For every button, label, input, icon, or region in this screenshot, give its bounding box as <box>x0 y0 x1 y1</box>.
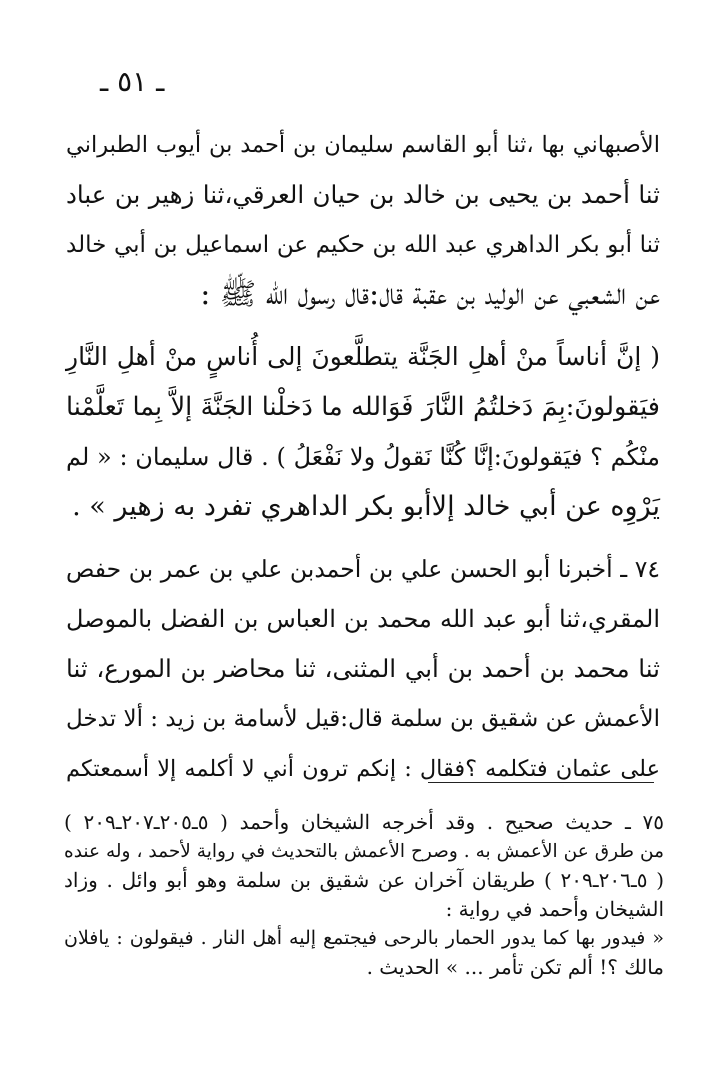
text-line-1: الأصبهاني بها ،ثنا أبو القاسم سليمان بن أحمد بن أيوب الطبراني <box>66 132 660 158</box>
text-line-3: ثنا أبو بكر الداهري عبد الله بن حكيم عن اسماعيل بن أبي خالد <box>66 232 660 258</box>
main-text <box>66 120 660 794</box>
text-line-74-4: الأعمش عن شقيق بن سلمة قال:قيل لأسامة بن زيد : ألا تدخل <box>66 706 660 732</box>
text-line-74-3: ثنا محمد بن أحمد بن أبي المثنى، ثنا محاضر بن المورع، ثنا <box>66 654 660 683</box>
footnote-divider <box>428 782 654 783</box>
text-line-2: ثنا أحمد بن يحيى بن خالد بن حيان العرقي،ثنا زهير بن عباد <box>66 180 660 209</box>
page-number: ـ ٥١ ـ <box>100 65 165 98</box>
text-line-74-2: المقري،ثنا أبو عبد الله محمد بن العباس بن الفضل بالموصل <box>66 605 660 633</box>
paragraph-gap <box>66 320 660 332</box>
text-line-74-5: على عثمان فتكلمه ؟فقال : إنكم ترون أني لا أكلمه إلا أسمعتكم <box>66 756 660 782</box>
footnotes <box>64 808 664 982</box>
paragraph-gap <box>66 532 660 544</box>
footnote-line-1: ٧٥ ـ حديث صحيح . وقد أخرجه الشيخان وأحمد ( ٥ـ٢٠٥ـ٢٠٧ـ٢٠٩ ) <box>64 810 664 834</box>
text-line-74-1: ٧٤ ـ أخبرنا أبو الحسن علي بن أحمدبن علي بن عمر بن حفص <box>66 555 660 583</box>
footnote-line-3: ( ٥ـ٢٠٦ـ٢٠٩ ) طريقان آخران عن شقيق بن سلمة وهو أبو وائل . وزاد <box>64 868 664 892</box>
footnote-line-4: الشيخان وأحمد في رواية : <box>445 897 664 921</box>
hadith-line-4: يَرْوِه عن أبي خالد إلاأبو بكر الداهري تفرد به زهير » . <box>72 491 660 522</box>
footnote-line-6: مالك ؟! ألم تكن تأمر ... » الحديث . <box>366 955 664 979</box>
footnote-line-2: من طرق عن الأعمش به . وصرح الأعمش بالتحديث في رواية لأحمد ، وله عنده <box>64 841 664 862</box>
hadith-line-1: ( إنَّ أناساً منْ أهلِ الجَنَّة يتطلَّعونَ إلى أُناسٍ منْ أهلِ النَّارِ <box>66 342 660 371</box>
footnote-line-5: « فيدور بها كما يدور الحمار بالرحى فيجتمع إليه أهل النار . فيقولون : يافلان <box>64 927 664 949</box>
text-line-4: عن الشعبي عن الوليد بن عقبة قال:قال رسول الله ﷺ : <box>200 277 660 312</box>
hadith-line-2: فيَقولونَ:بِمَ دَخلتُمُ النَّارَ فَوَالله ما دَخلْنا الجَنَّةَ إلاَّ بِما تَعلَّمْنا <box>66 392 660 422</box>
hadith-line-3: منْكُم ؟ فيَقولونَ:إنَّا كُنَّا نَقولُ ولا نَفْعَلُ ) . قال سليمان : « لم <box>66 443 660 471</box>
